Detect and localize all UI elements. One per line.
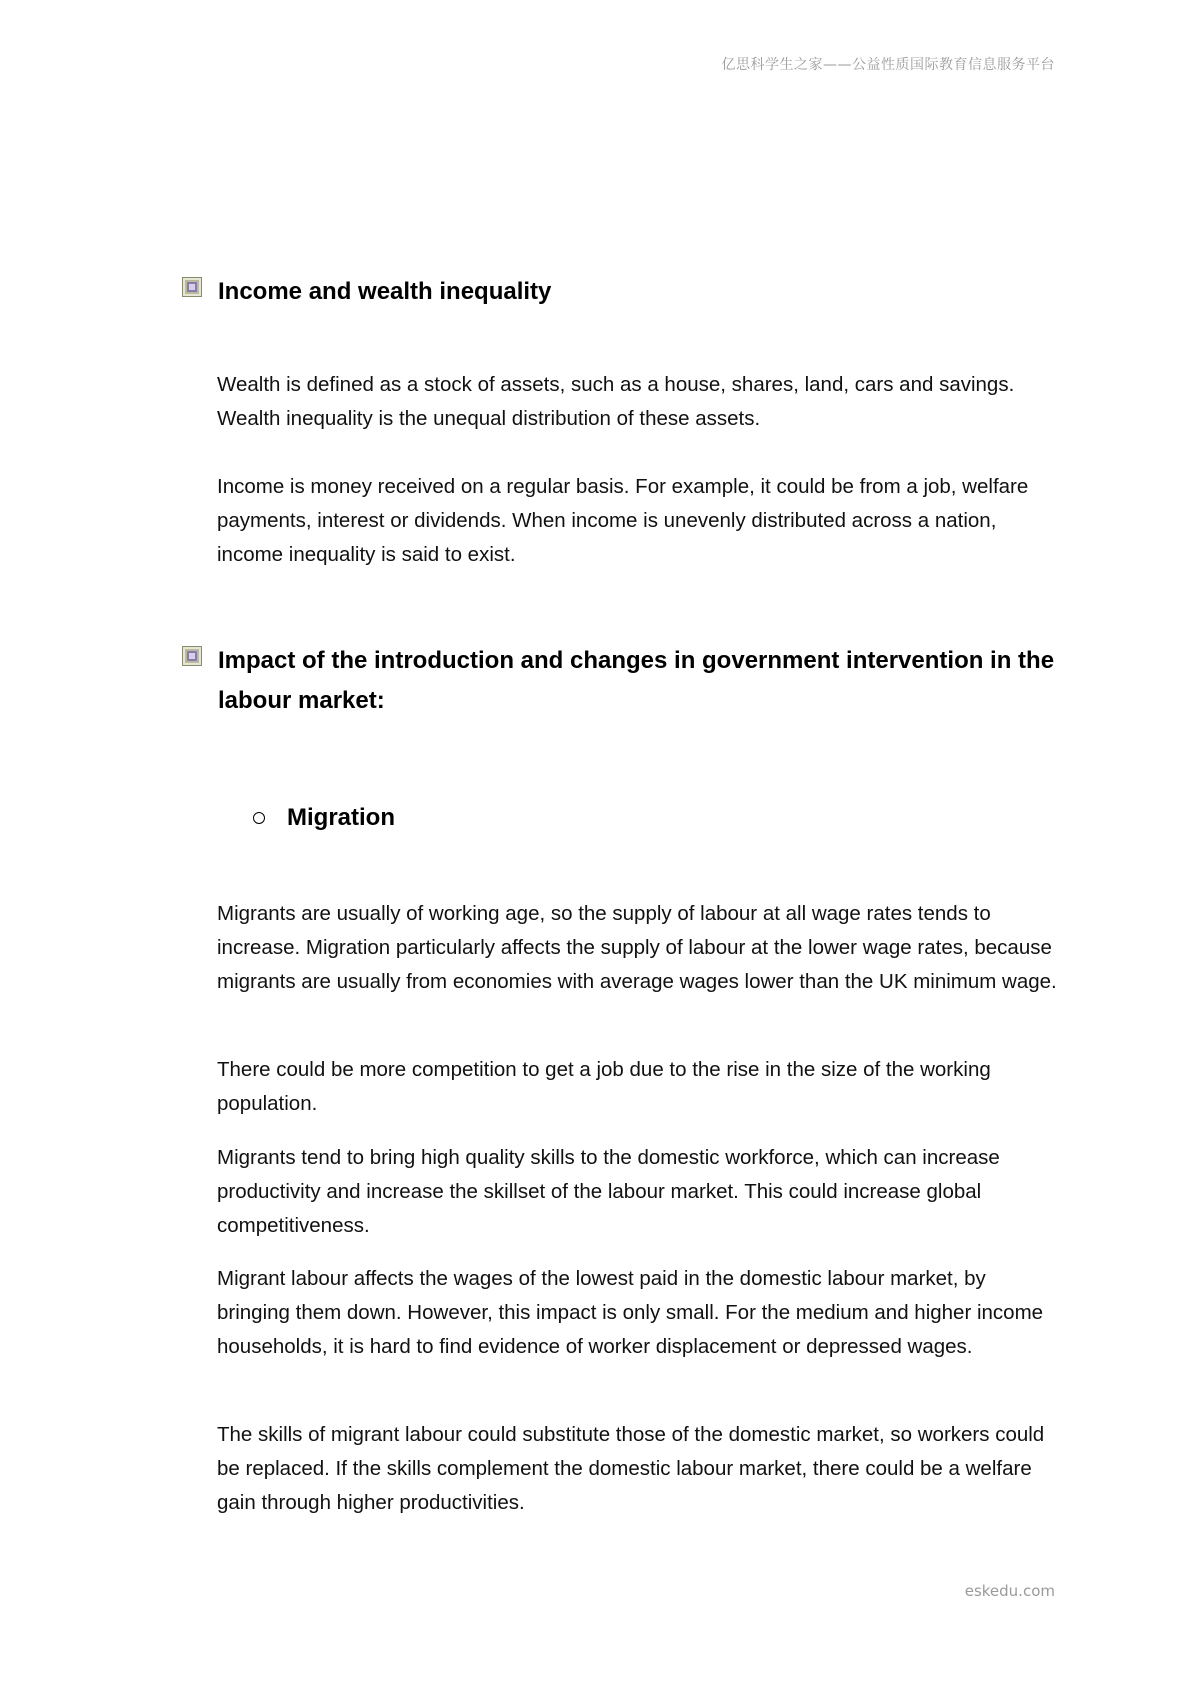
square-bullet-icon	[182, 646, 202, 666]
header-site-text: 亿思科学生之家——公益性质国际教育信息服务平台	[721, 57, 1055, 73]
circle-bullet-icon	[253, 812, 265, 824]
footer-site-url: eskedu.com	[964, 1582, 1055, 1600]
paragraph-skills: Migrants tend to bring high quality skills to the domestic workforce, which can increase productivity and increase the skillset of the labour market. This could increase global competitiveness.	[217, 1146, 1000, 1237]
subheading-text: Migration	[287, 804, 395, 831]
paragraph-income-definition: Income is money received on a regular basis. For example, it could be from a job, welfare payments, interest or dividends. When income is unevenly distributed across a nation, income inequality is said to exist.	[217, 475, 1029, 566]
subheading-migration	[253, 804, 395, 832]
square-bullet-icon	[182, 277, 202, 297]
section-heading-text: Impact of the introduction and changes in government intervention in the labour market:	[218, 647, 1055, 714]
paragraph-wages: Migrant labour affects the wages of the lowest paid in the domestic labour market, by bringing them down. However, this impact is only small. For the medium and higher income households, it is hard to find evidence of worker displacement or depressed wages.	[217, 1267, 1044, 1358]
section-heading-text: Income and wealth inequality	[218, 278, 552, 305]
paragraph-migrants-working-age: Migrants are usually of working age, so the supply of labour at all wage rates tends to increase. Migration particularly affects the supply of labour at the lower wage rates, because migrants are usually from economies with average wages lower than the UK minimum wage.	[217, 902, 1057, 993]
paragraph-wealth-definition: Wealth is defined as a stock of assets, such as a house, shares, land, cars and savings. Wealth inequality is the unequal distribution of these assets.	[217, 373, 1015, 430]
paragraph-competition: There could be more competition to get a job due to the rise in the size of the working population.	[217, 1058, 991, 1115]
section-heading-government-intervention	[182, 641, 1062, 721]
paragraph-substitution: The skills of migrant labour could substitute those of the domestic market, so workers could be replaced. If the skills complement the domestic labour market, there could be a welfare gain through higher productivities.	[217, 1423, 1045, 1514]
section-heading-income-wealth	[182, 272, 1062, 312]
